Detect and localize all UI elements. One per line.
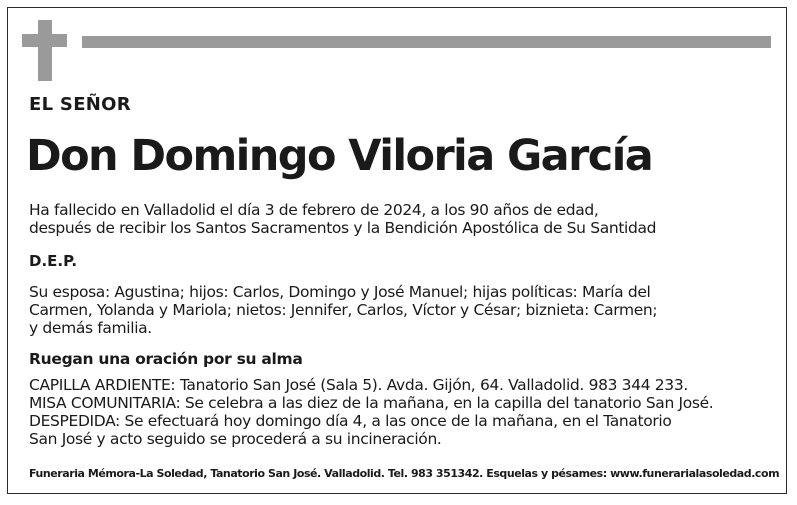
- family-line: Carmen, Yolanda y Mariola; nietos: Jennifer, Carlos, Víctor y César; biznieta: Carmen;: [29, 301, 658, 319]
- header-rule: [82, 36, 771, 48]
- service-line: DESPEDIDA: Se efectuará hoy domingo día 4, a las once de la mañana, en el Tanatorio: [29, 412, 672, 430]
- family-text: [29, 283, 657, 337]
- family-line: Su esposa: Agustina; hijos: Carlos, Domingo y José Manuel; hijas políticas: María del: [29, 283, 651, 301]
- service-line: MISA COMUNITARIA: Se celebra a las diez de la mañana, en la capilla del tanatorio San José.: [29, 394, 714, 412]
- dep-label: D.E.P.: [29, 252, 78, 270]
- family-line: y demás familia.: [29, 319, 152, 337]
- announcement-line: después de recibir los Santos Sacramentos y la Bendición Apostólica de Su Santidad: [29, 219, 657, 237]
- deceased-name: Don Domingo Viloria García: [26, 131, 653, 181]
- honorific-prefix: EL SEÑOR: [29, 94, 131, 115]
- announcement-line: Ha fallecido en Valladolid el día 3 de febrero de 2024, a los 90 años de edad,: [29, 201, 599, 219]
- cross-horizontal-bar: [22, 34, 67, 47]
- prayer-request: Ruegan una oración por su alma: [29, 350, 303, 368]
- service-line: San José y acto seguido se procederá a su incineración.: [29, 430, 442, 448]
- cross-vertical-bar: [38, 20, 52, 81]
- funeral-home-footer: Funeraria Mémora-La Soledad, Tanatorio San José. Valladolid. Tel. 983 351342. Esquelas y pésames: www.funerarialasoledad.com: [29, 467, 780, 480]
- service-line: CAPILLA ARDIENTE: Tanatorio San José (Sala 5). Avda. Gijón, 64. Valladolid. 983 344 233.: [29, 376, 688, 394]
- announcement-text: [29, 201, 656, 237]
- services-text: [29, 376, 713, 448]
